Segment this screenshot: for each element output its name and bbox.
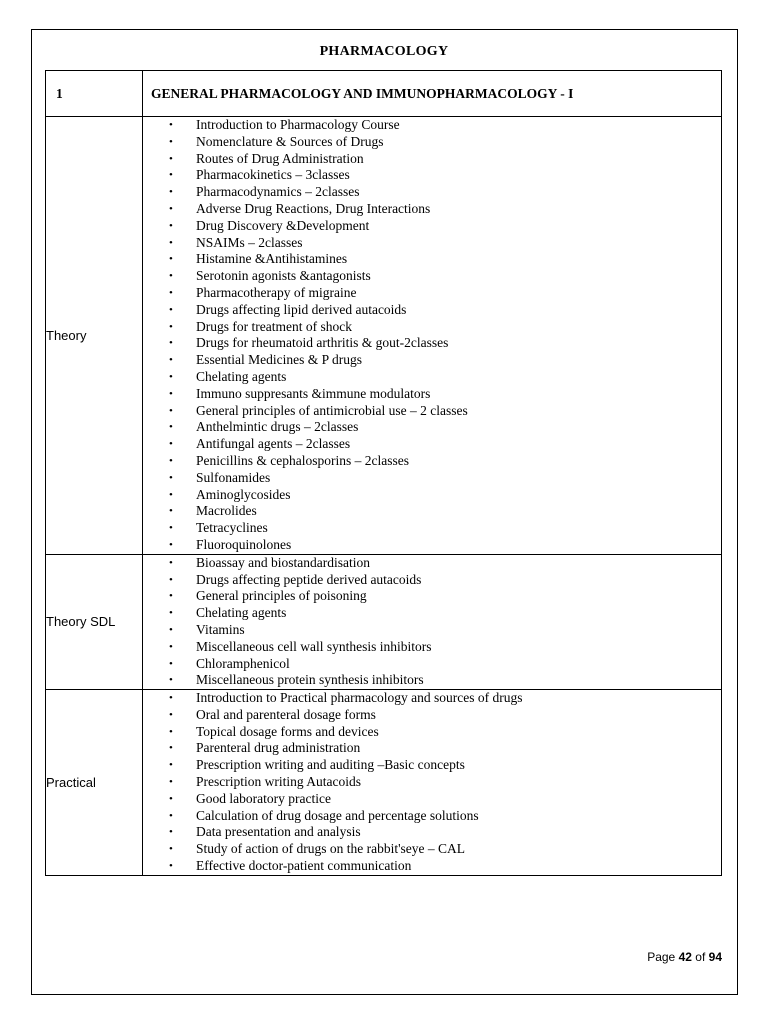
list-item: • Penicillins & cephalosporins – 2classes [169, 453, 721, 470]
list-item: • Drugs affecting peptide derived autacoids [169, 572, 721, 589]
list-item: • Introduction to Pharmacology Course [169, 117, 721, 134]
theory-list [143, 117, 721, 554]
page-title: PHARMACOLOGY [319, 44, 449, 59]
list-item: • Study of action of drugs on the rabbit'seye – CAL [169, 841, 721, 858]
theory-label: Theory [46, 117, 143, 555]
list-item: • Pharmacokinetics – 3classes [169, 167, 721, 184]
list-item: • Adverse Drug Reactions, Drug Interactions [169, 201, 721, 218]
list-item: • Serotonin agonists &antagonists [169, 268, 721, 285]
list-item: • Anthelmintic drugs – 2classes [169, 419, 721, 436]
list-item: • Chelating agents [169, 605, 721, 622]
list-item: • Antifungal agents – 2classes [169, 436, 721, 453]
practical-cell [143, 690, 722, 876]
list-item: • Histamine &Antihistamines [169, 251, 721, 268]
list-item: • Drugs affecting lipid derived autacoids [169, 302, 721, 319]
list-item: • Bioassay and biostandardisation [169, 555, 721, 572]
module-number: 1 [46, 71, 143, 117]
footer-of: of [695, 950, 706, 964]
list-item: • Immuno suppresants &immune modulators [169, 386, 721, 403]
list-item: • Chloramphenicol [169, 656, 721, 673]
theory-row [46, 117, 722, 555]
list-item: • Chelating agents [169, 369, 721, 386]
footer-current-page: 42 [678, 950, 692, 964]
curriculum-table [45, 70, 722, 876]
list-item: • Parenteral drug administration [169, 740, 721, 757]
list-item: • Prescription writing Autacoids [169, 774, 721, 791]
list-item: • Routes of Drug Administration [169, 151, 721, 168]
list-item: • Drug Discovery &Development [169, 218, 721, 235]
list-item: • Pharmacodynamics – 2classes [169, 184, 721, 201]
list-item: • Calculation of drug dosage and percentage solutions [169, 808, 721, 825]
list-item: • Topical dosage forms and devices [169, 724, 721, 741]
list-item: • Drugs for rheumatoid arthritis & gout-2classes [169, 335, 721, 352]
list-item: • Nomenclature & Sources of Drugs [169, 134, 721, 151]
practical-label: Practical [46, 690, 143, 876]
list-item: • Prescription writing and auditing –Basic concepts [169, 757, 721, 774]
list-item: • Oral and parenteral dosage forms [169, 707, 721, 724]
footer-prefix: Page [647, 950, 676, 964]
practical-list [143, 690, 721, 875]
theory-sdl-cell [143, 554, 722, 689]
list-item: • Pharmacotherapy of migraine [169, 285, 721, 302]
list-item: • Effective doctor-patient communication [169, 858, 721, 875]
list-item: • Essential Medicines & P drugs [169, 352, 721, 369]
practical-row [46, 690, 722, 876]
list-item: • Data presentation and analysis [169, 824, 721, 841]
theory-sdl-list [143, 555, 721, 689]
module-title: GENERAL PHARMACOLOGY AND IMMUNOPHARMACOLOGY - I [143, 71, 722, 117]
list-item: • NSAIMs – 2classes [169, 235, 721, 252]
list-item: • Sulfonamides [169, 470, 721, 487]
list-item: • Aminoglycosides [169, 487, 721, 504]
theory-sdl-label: Theory SDL [46, 554, 143, 689]
table-header-row [46, 71, 722, 117]
list-item: • Tetracyclines [169, 520, 721, 537]
list-item: • Introduction to Practical pharmacology and sources of drugs [169, 690, 721, 707]
theory-sdl-row [46, 554, 722, 689]
list-item: • Vitamins [169, 622, 721, 639]
list-item: • General principles of poisoning [169, 588, 721, 605]
page-footer [647, 950, 722, 964]
list-item: • Miscellaneous cell wall synthesis inhibitors [169, 639, 721, 656]
footer-total-pages: 94 [708, 950, 722, 964]
list-item: • Macrolides [169, 503, 721, 520]
list-item: • Good laboratory practice [169, 791, 721, 808]
list-item: • Miscellaneous protein synthesis inhibitors [169, 672, 721, 689]
list-item: • Drugs for treatment of shock [169, 319, 721, 336]
list-item: • General principles of antimicrobial use – 2 classes [169, 403, 721, 420]
theory-cell [143, 117, 722, 555]
list-item: • Fluoroquinolones [169, 537, 721, 554]
